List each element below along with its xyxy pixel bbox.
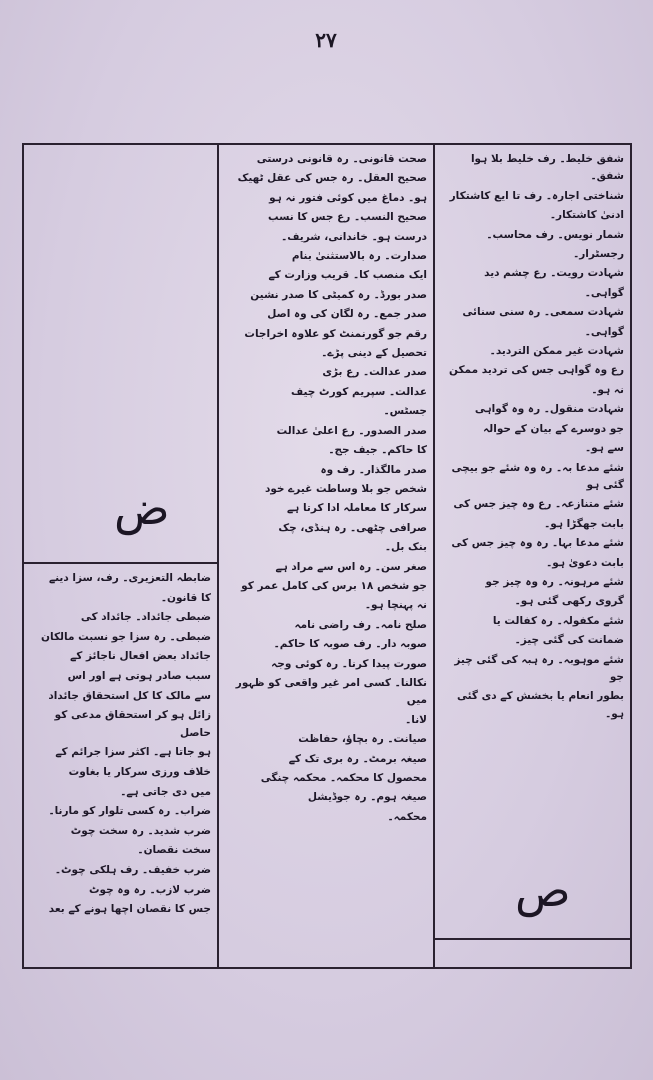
- entry: ضرب خفیف۔ رف ہلکی چوٹ۔: [54, 863, 211, 876]
- entry: ضبطی۔ رہ سزا جو نسبت مالکان: [41, 630, 211, 643]
- entry: ایک منصب کا۔ قریب وزارت کے: [268, 269, 427, 282]
- entry: شہادت منقول۔ رہ وہ گواہی: [474, 403, 624, 416]
- entry: جسٹس۔: [383, 405, 427, 418]
- entry: رقم جو گورنمنٹ کو علاوہ اخراجات: [244, 327, 427, 340]
- entry: تحصیل کے دینی پڑے۔: [321, 347, 427, 360]
- entry: کا حاکم۔ جیف جج۔: [328, 444, 427, 457]
- entry: صیانت۔ رہ بچاؤ، حفاظت: [298, 733, 427, 746]
- entry: شفق خلیط۔ رف خلیط بلا ہوا شفق۔: [470, 153, 624, 183]
- entry: ضراب۔ رہ کسی تلوار کو مارنا۔: [48, 805, 211, 818]
- left-column-entries: [30, 570, 211, 921]
- entry: صدر جمع۔ رہ لگان کی وہ اصل: [267, 308, 427, 321]
- entry: محکمہ۔: [387, 810, 427, 823]
- entry: بابت جھگڑا ہو۔: [544, 517, 624, 530]
- entry: شئے مدعا بہا۔ رہ وہ چیز جس کی: [451, 537, 624, 550]
- glossary-frame: [22, 143, 632, 969]
- entry: گواہی۔: [584, 325, 624, 338]
- left-column: [24, 145, 217, 967]
- entry: سے ہو۔: [584, 442, 624, 455]
- entry: صلح نامہ۔ رف راضی نامہ: [294, 618, 427, 631]
- entry: درست ہو۔ خاندانی، شریف۔: [281, 230, 427, 243]
- entry: سے مالک کا کل استحقاق جائداد: [48, 689, 211, 702]
- entry: شئے مدعا بہ۔ رہ وہ شئے جو بیچی گئی ہو: [451, 461, 624, 491]
- entry: صورت پیدا کرنا۔ رہ کوئی وجہ: [271, 657, 427, 670]
- entry: خلاف ورزی سرکار یا بغاوت: [68, 765, 211, 778]
- entry: شہادت سمعی۔ رہ سنی سنائی: [462, 306, 624, 319]
- entry: ضرب شدید۔ رہ سخت چوٹ: [70, 824, 211, 837]
- entry: زائل ہو کر استحقاق مدعی کو حاصل: [54, 709, 211, 739]
- entry: صدارت۔ رہ بالاستثنیٰ بنام: [291, 250, 427, 263]
- entry: سبب صادر ہوتی ہے اور اس: [67, 669, 211, 682]
- entry: جو دوسرے کے بیان کے حوالہ: [483, 422, 624, 435]
- left-column-heading-box: [24, 145, 217, 564]
- entry: صوبہ دار۔ رف صوبہ کا حاکم۔: [273, 638, 427, 651]
- entry: گواہی۔: [584, 286, 624, 299]
- entry: صحیح النسب۔ رع جس کا نسب: [267, 211, 427, 224]
- entry: صیغہ برمٹ۔ رہ بری تک کے: [288, 752, 427, 765]
- entry: جو شخص ۱۸ برس کی کامل عمر کو: [241, 579, 427, 592]
- entry: رجسٹرار۔: [573, 248, 624, 261]
- entry: صغر سن۔ رہ اس سے مراد ہے: [275, 560, 427, 573]
- entry: شئے متنازعہ۔ رع وہ چیز جس کی: [453, 498, 624, 511]
- entry: صرافی چٹھی۔ رہ ہنڈی، چک: [278, 521, 427, 534]
- entry: سخت نقصان۔: [137, 844, 211, 857]
- entry: شئے مکفولہ۔ رہ کفالت یا: [492, 614, 624, 627]
- entry: شخص جو بلا وساطت غیرے خود: [264, 482, 427, 495]
- entry: گروی رکھی گئی ہو۔: [514, 595, 624, 608]
- entry: شناختی اجارہ۔ رف تا ایع کاشتکار: [449, 189, 624, 202]
- page-number: ۲۷: [315, 28, 337, 52]
- entry: ہو۔ دماغ میں کوئی فتور نہ ہو: [269, 191, 427, 204]
- entry: کا قانون۔: [160, 591, 211, 604]
- middle-column-entries: [225, 151, 427, 828]
- entry: ادنیٰ کاشتکار۔: [549, 209, 624, 222]
- entry: صیغہ ہوم۔ رہ جوڈیشل: [307, 791, 427, 804]
- entry: صحیح العقل۔ رہ جس کی عقل ٹھیک: [237, 172, 427, 185]
- middle-column: [217, 145, 433, 967]
- entry: رع وہ گواہی جس کی تردید ممکن: [449, 364, 624, 377]
- entry: لانا۔: [405, 713, 427, 726]
- entry: محصول کا محکمہ۔ محکمہ چنگی: [260, 772, 427, 784]
- section-letter-sad: ص: [515, 863, 571, 917]
- entry: عدالت۔ سپریم کورٹ چیف: [291, 385, 427, 398]
- entry: شئے مرہونہ۔ رہ وہ چیز جو: [485, 575, 624, 588]
- entry: صدر الصدور۔ رع اعلیٰ عدالت: [276, 424, 427, 437]
- entry: ضمانت کی گئی چیز۔: [514, 634, 624, 647]
- entry: صدر بورڈ۔ رہ کمیٹی کا صدر نشین: [250, 288, 427, 301]
- entry: جائداد بعض افعال ناجائز کے: [70, 650, 211, 663]
- right-column-entries: [441, 151, 624, 725]
- entry: بابت دعویٰ ہو۔: [546, 556, 624, 569]
- entry: ضبطی جائداد۔ جائداد کی: [80, 611, 211, 624]
- entry: صحت قانونی۔ رہ قانونی درستی: [256, 153, 427, 165]
- entry: بطور انعام یا بخشش کے دی گئی ہو۔: [456, 690, 624, 720]
- right-column-footer-rule: [435, 938, 630, 967]
- entry: میں دی جاتی ہے۔: [120, 785, 211, 798]
- entry: صدر مالگذار۔ رف وہ: [320, 463, 427, 476]
- entry: سرکار کا معاملہ ادا کرتا ہے: [286, 502, 427, 515]
- entry: شہادت رویت۔ رع چشم دید: [484, 267, 624, 280]
- entry: نہ ہو۔: [591, 383, 624, 396]
- right-column: [433, 145, 630, 967]
- entry: نہ پہنچا ہو۔: [364, 599, 427, 612]
- entry: جس کا نقصان اچھا ہونے کے بعد: [48, 903, 211, 916]
- entry: شمار نویس۔ رف محاسب۔: [486, 228, 624, 241]
- entry: نکالنا۔ کسی امر غیر واقعی کو ظہور میں: [235, 676, 427, 707]
- entry: شہادت غیر ممکن التردید۔: [489, 345, 624, 358]
- entry: بنک بل۔: [384, 541, 427, 554]
- entry: صدر عدالت۔ رع بڑی: [322, 366, 427, 379]
- entry: ضابطہ التعزیری۔ رف، سزا دینے: [48, 572, 211, 584]
- entry: شئے موہوبہ۔ رہ ہبہ کی گئی چیز جو: [454, 653, 624, 683]
- section-letter-zad: ض: [114, 481, 170, 535]
- entry: ضرب لازب۔ رہ وہ چوٹ: [89, 883, 211, 896]
- entry: ہو جاتا ہے۔ اکثر سزا جرائم کے: [55, 746, 211, 759]
